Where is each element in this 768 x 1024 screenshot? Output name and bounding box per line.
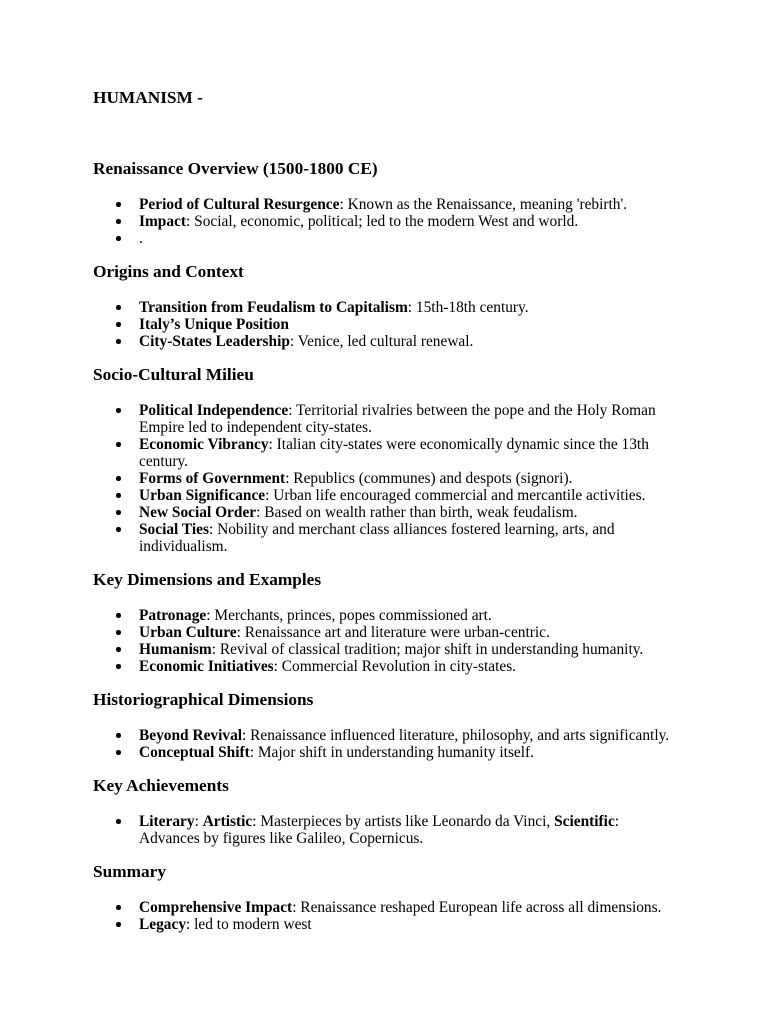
bullet-icon (116, 305, 121, 310)
item-line (139, 744, 768, 761)
bullet-icon (116, 630, 121, 635)
item-label: Legacy (139, 915, 187, 933)
item-label: Period of Cultural Resurgence (139, 195, 340, 213)
bullet-icon (116, 647, 121, 652)
item-line (139, 436, 768, 453)
item-label: Impact (139, 212, 187, 230)
list-item (93, 316, 768, 333)
item-text: : Renaissance art and literature were urban-centric. (236, 623, 550, 641)
item-line (139, 899, 768, 916)
bullet-icon (116, 322, 121, 327)
list-item (93, 521, 768, 555)
item-label: New Social Order (139, 503, 257, 521)
item-line (139, 624, 768, 641)
item-label: Transition from Feudalism to Capitalism (139, 298, 408, 316)
item-text: : Social, economic, political; led to the modern West and world. (186, 212, 579, 230)
list-item (93, 813, 768, 847)
item-line (139, 521, 768, 538)
item-text: : led to modern west (186, 915, 312, 933)
item-label: Forms of Government (139, 469, 286, 487)
item-text: : Republics (communes) and despots (signori). (285, 469, 573, 487)
list-item (93, 899, 768, 916)
bullet-icon (116, 613, 121, 618)
bullet-icon (116, 905, 121, 910)
bullet-icon (116, 493, 121, 498)
section-heading: Summary (93, 862, 166, 881)
bullet-icon (116, 922, 121, 927)
item-text: : Commercial Revolution in city-states. (273, 657, 517, 675)
item-line (139, 607, 768, 624)
list-item (93, 641, 768, 658)
section-heading: Historiographical Dimensions (93, 690, 314, 709)
section-heading: Socio-Cultural Milieu (93, 365, 254, 384)
item-text: . (139, 229, 143, 247)
item-text: : Masterpieces by artists like Leonardo da Vinci, (252, 812, 555, 830)
bullet-list (93, 196, 768, 247)
list-item (93, 487, 768, 504)
item-text: : Nobility and merchant class alliances fostered learning, arts, and (209, 520, 615, 538)
bullet-icon (116, 408, 121, 413)
item-text: : Renaissance influenced literature, philosophy, and arts significantly. (242, 726, 670, 744)
item-line (139, 504, 768, 521)
item-label: Urban Significance (139, 486, 266, 504)
item-text: : Merchants, princes, popes commissioned art. (206, 606, 492, 624)
item-text: : (614, 812, 620, 830)
list-item (93, 213, 768, 230)
document-title: HUMANISM - (93, 88, 203, 107)
bullet-icon (116, 750, 121, 755)
item-line (139, 641, 768, 658)
item-label: Political Independence (139, 401, 289, 419)
bullet-icon (116, 819, 121, 824)
item-text: : (194, 812, 203, 830)
bullet-icon (116, 527, 121, 532)
bullet-list (93, 727, 768, 761)
list-item (93, 744, 768, 761)
list-item (93, 624, 768, 641)
list-item (93, 299, 768, 316)
item-line (139, 727, 768, 744)
item-line (139, 333, 768, 350)
bullet-icon (116, 476, 121, 481)
bullet-icon (116, 202, 121, 207)
bullet-icon (116, 733, 121, 738)
bullet-icon (116, 219, 121, 224)
item-line (139, 916, 768, 933)
bullet-list (93, 607, 768, 675)
item-label: Artistic (202, 812, 253, 830)
bullet-list (93, 299, 768, 350)
item-line (139, 316, 768, 333)
section-heading: Key Achievements (93, 776, 229, 795)
item-text: : Italian city-states were economically dynamic since the 13th (268, 435, 649, 453)
bullet-icon (116, 339, 121, 344)
section-origins-and-context (93, 262, 768, 350)
list-item (93, 436, 768, 470)
bullet-icon (116, 664, 121, 669)
item-text: : Territorial rivalries between the pope and the Holy Roman (288, 401, 656, 419)
section-key-dimensions (93, 570, 768, 675)
list-item (93, 727, 768, 744)
list-item (93, 196, 768, 213)
section-renaissance-overview (93, 159, 768, 247)
item-line (139, 658, 768, 675)
item-line (139, 402, 768, 419)
list-item (93, 402, 768, 436)
item-label: Literary (139, 812, 195, 830)
item-label: Patronage (139, 606, 207, 624)
section-socio-cultural-milieu (93, 365, 768, 555)
item-line (139, 230, 768, 247)
section-heading: Origins and Context (93, 262, 244, 281)
item-text: : Urban life encouraged commercial and mercantile activities. (265, 486, 646, 504)
section-summary (93, 862, 768, 933)
item-label: City-States Leadership (139, 332, 290, 350)
bullet-icon (116, 236, 121, 241)
item-text-continued: century. (139, 452, 188, 470)
item-text: : Venice, led cultural renewal. (289, 332, 474, 350)
item-text-continued: individualism. (139, 537, 228, 555)
section-heading: Key Dimensions and Examples (93, 570, 322, 589)
list-item (93, 916, 768, 933)
item-label: Economic Initiatives (139, 657, 274, 675)
item-text-continued: Advances by figures like Galileo, Copernicus. (139, 829, 424, 847)
item-text: : 15th-18th century. (407, 298, 529, 316)
item-label: Urban Culture (139, 623, 237, 641)
item-text: : Revival of classical tradition; major shift in understanding humanity. (211, 640, 644, 658)
item-label: Comprehensive Impact (139, 898, 293, 916)
item-text: : Based on wealth rather than birth, weak feudalism. (256, 503, 578, 521)
bullet-icon (116, 442, 121, 447)
item-label: Social Ties (139, 520, 209, 538)
bullet-icon (116, 510, 121, 515)
section-historiographical-dimensions (93, 690, 768, 761)
item-text: : Major shift in understanding humanity itself. (249, 743, 535, 761)
item-line (139, 196, 768, 213)
list-item (93, 230, 768, 247)
item-label: Humanism (139, 640, 212, 658)
item-label: Italy’s Unique Position (139, 315, 289, 333)
item-text-continued: Empire led to independent city-states. (139, 418, 372, 436)
item-line (139, 470, 768, 487)
item-label: Scientific (554, 812, 615, 830)
list-item (93, 504, 768, 521)
item-line (139, 813, 768, 830)
list-item (93, 658, 768, 675)
list-item (93, 470, 768, 487)
bullet-list (93, 899, 768, 933)
item-line (139, 299, 768, 316)
item-label: Economic Vibrancy (139, 435, 269, 453)
item-text: : Renaissance reshaped European life across all dimensions. (292, 898, 662, 916)
item-line (139, 487, 768, 504)
list-item (93, 607, 768, 624)
item-label: Conceptual Shift (139, 743, 250, 761)
bullet-list (93, 402, 768, 555)
item-label: Beyond Revival (139, 726, 243, 744)
section-heading: Renaissance Overview (1500-1800 CE) (93, 159, 378, 178)
bullet-list (93, 813, 768, 847)
section-key-achievements (93, 776, 768, 847)
item-line (139, 213, 768, 230)
list-item (93, 333, 768, 350)
item-text: : Known as the Renaissance, meaning 'rebirth'. (339, 195, 628, 213)
